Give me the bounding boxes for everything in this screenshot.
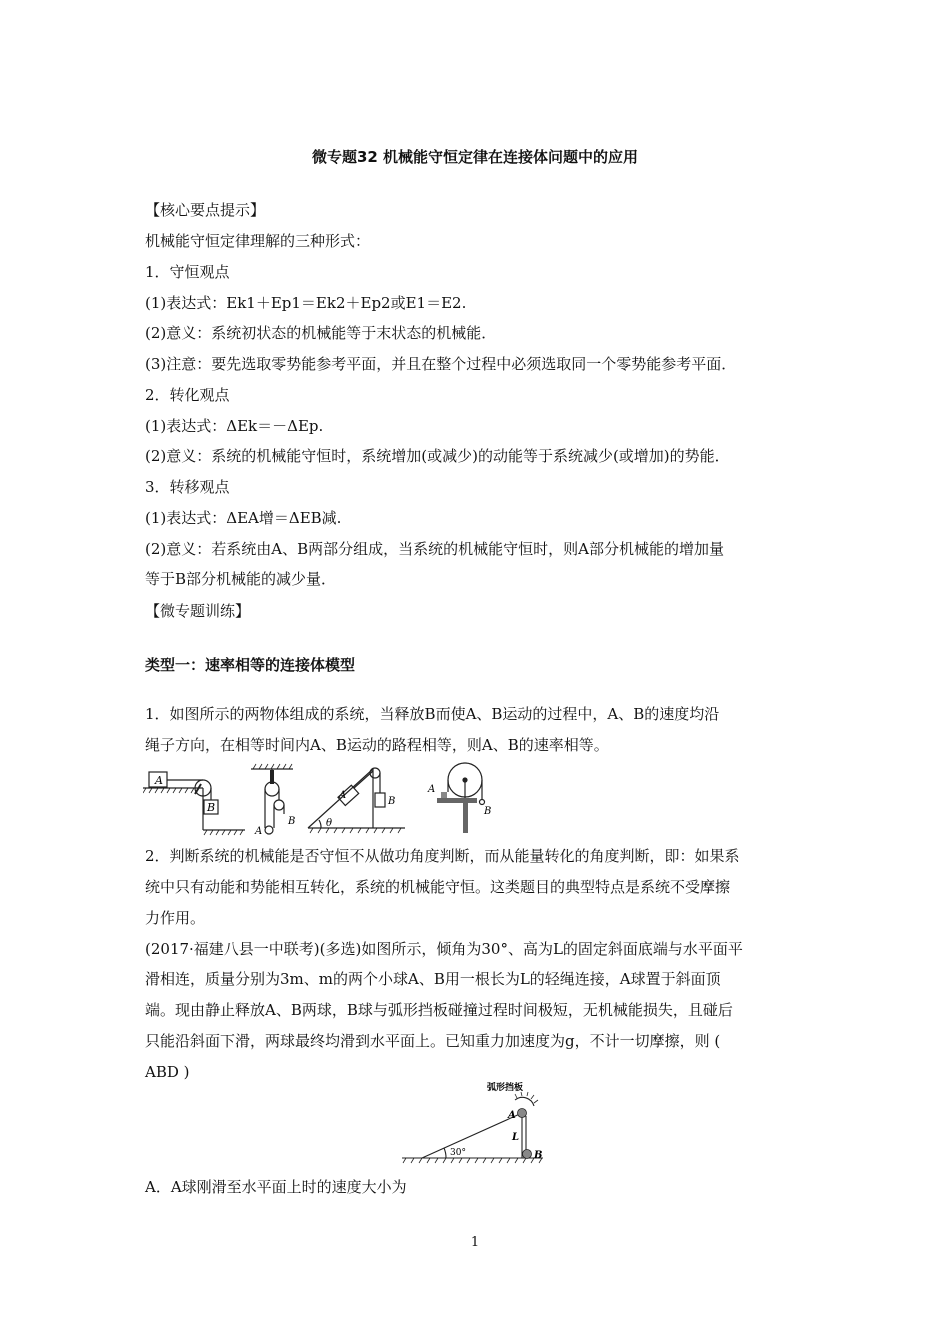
q3-line4: 只能沿斜面下滑，两球最终均滑到水平面上。已知重力加速度为g，不计一切摩擦，则 ( bbox=[145, 1032, 721, 1050]
fig2-label-b: B bbox=[534, 1150, 543, 1161]
type1-heading: 类型一：速率相等的连接体模型 bbox=[145, 656, 356, 674]
section-training-heading: 【微专题训练】 bbox=[145, 602, 251, 620]
fig1-label-b: B bbox=[207, 801, 216, 814]
q3-line3: 端。现由静止释放A、B两球，B球与弧形挡板碰撞过程时间极短，无机械能损失，且碰后 bbox=[145, 1001, 733, 1019]
fig1-hanger-block bbox=[270, 770, 274, 784]
fig1-label-b2: B bbox=[288, 816, 296, 827]
fig1-label-a4: A bbox=[428, 784, 436, 795]
fig2-ball-a bbox=[518, 1109, 527, 1118]
fig1-label-a3: A bbox=[339, 790, 347, 801]
fig1-label-a: A bbox=[155, 774, 163, 787]
p3-meaning-line1: (2)意义：若系统由A、B两部分组成，当系统的机械能守恒时，则A部分机械能的增加量 bbox=[145, 540, 724, 558]
fig1-platform bbox=[437, 798, 477, 803]
page-title: 微专题32 机械能守恒定律在连接体问题中的应用 bbox=[311, 148, 639, 166]
fig1-label-a2: A bbox=[255, 826, 263, 836]
fig1-post bbox=[463, 803, 468, 833]
p2-heading: 2．转化观点 bbox=[145, 386, 230, 404]
fig1-label-b3: B bbox=[388, 796, 396, 807]
incline-baffle-figure bbox=[398, 1078, 548, 1168]
page-number: 1 bbox=[470, 1235, 480, 1250]
q1-line1: 1．如图所示的两物体组成的系统，当释放B而使A、B运动的过程中，A、B的速度均沿 bbox=[145, 705, 720, 723]
fig2-label-l: L bbox=[512, 1132, 520, 1143]
fig2-baffle-label: 弧形挡板 bbox=[486, 1083, 524, 1093]
p1-heading: 1．守恒观点 bbox=[145, 263, 230, 281]
fig2-label-a: A bbox=[508, 1110, 516, 1121]
q1-line2: 绳子方向，在相等时间内A、B运动的路程相等，则A、B的速率相等。 bbox=[145, 736, 609, 754]
intro-text: 机械能守恒定律理解的三种形式： bbox=[145, 232, 371, 250]
q2-line3: 力作用。 bbox=[145, 909, 206, 927]
p1-meaning: (2)意义：系统初状态的机械能等于末状态的机械能． bbox=[145, 324, 497, 342]
q3-line1: (2017·福建八县一中联考)(多选)如图所示，倾角为30°、高为L的固定斜面底端与水平面平 bbox=[145, 940, 743, 958]
p3-expression bbox=[145, 507, 810, 529]
p3-heading: 3．转移观点 bbox=[145, 478, 230, 496]
connected-bodies-figure bbox=[143, 762, 503, 836]
p2-meaning: (2)意义：系统的机械能守恒时，系统增加(或减少)的动能等于系统减少(或增加)的势能． bbox=[145, 447, 730, 465]
q2-line2: 统中只有动能和势能相互转化，系统的机械能守恒。这类题目的典型特点是系统不受摩擦 bbox=[145, 878, 731, 896]
section-core-heading: 【核心要点提示】 bbox=[145, 201, 266, 219]
fig1-block-a bbox=[441, 792, 447, 798]
q2-line1: 2．判断系统的机械能是否守恒不从做功角度判断，而从能量转化的角度判断，即：如果系 bbox=[145, 847, 740, 865]
fig2-ball-b bbox=[523, 1150, 532, 1159]
p1-expression-prefix: (1)表达式： bbox=[145, 294, 227, 312]
fig2-lines bbox=[402, 1092, 543, 1163]
q3-answer: ABD ) bbox=[145, 1063, 190, 1081]
fig1-label-b4: B bbox=[484, 806, 492, 817]
option-a: A．A球刚滑至水平面上时的速度大小为 bbox=[145, 1178, 407, 1196]
p1-expression bbox=[145, 292, 810, 314]
p1-formula: Ek1＋Ep1＝Ek2＋Ep2或E1＝E2. bbox=[226, 294, 467, 312]
p3-expression-prefix: (1)表达式： bbox=[145, 509, 227, 527]
p3-formula: ΔEA增＝ΔEB减. bbox=[226, 509, 342, 527]
p3-meaning-line2: 等于B部分机械能的减少量． bbox=[145, 570, 337, 588]
p2-expression bbox=[145, 415, 810, 437]
p1-note: (3)注意：要先选取零势能参考平面，并且在整个过程中必须选取同一个零势能参考平面． bbox=[145, 355, 737, 373]
q3-line2: 滑相连，质量分别为3m、m的两个小球A、B用一根长为L的轻绳连接，A球置于斜面顶 bbox=[145, 970, 721, 988]
fig2-angle-label: 30° bbox=[450, 1148, 466, 1158]
p2-formula: ΔEk＝－ΔEp. bbox=[226, 417, 324, 435]
p2-expression-prefix: (1)表达式： bbox=[145, 417, 227, 435]
fig1-label-theta: θ bbox=[326, 818, 333, 829]
